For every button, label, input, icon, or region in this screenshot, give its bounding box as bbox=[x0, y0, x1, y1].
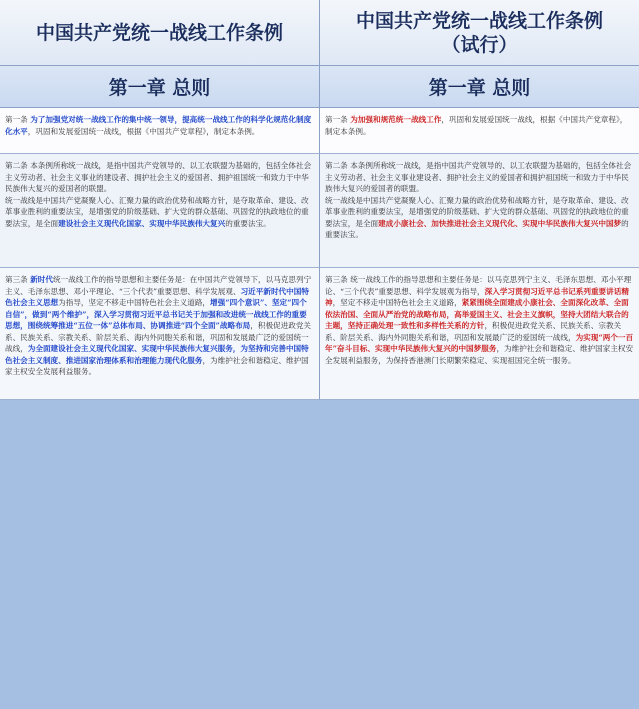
article-text: 统一战线是中国共产党凝聚人心、汇聚力量的政治优势和战略方针，是夺取革命、建设、改革事业胜利的重要法宝，是增强党的阶级基础、扩大党的群众基础、巩固党的执政地位的重要法宝，是全面 bbox=[5, 195, 309, 228]
article-text: 为指导，坚定不移走中国特色社会主义道路， bbox=[58, 298, 211, 307]
article-text: 第二条 本条例所称统一战线，是指中国共产党领导的、以工农联盟为基础的，包括全体社会主义劳动者、社会主义事业建设者、拥护社会主义的爱国者和拥护祖国统一和致力于中华民族伟大复兴的爱国者的联盟。 bbox=[325, 161, 632, 193]
article-text: 统一战线工作的指导思想和主要任务是：在中国共产党领导下，以马克思列宁主义、毛泽东思想、邓小平理论、“三个代表”重要思想、科学发展观、 bbox=[5, 275, 312, 296]
article-3-row bbox=[0, 268, 639, 400]
changed-text-blue: 建设社会主义现代化国家、实现中华民族伟大复兴 bbox=[58, 218, 226, 228]
article-text: ，坚定不移走中国特色社会主义道路， bbox=[332, 298, 462, 307]
changed-text-red: 为实现“两个一百年”奋斗目标、实现中华民族伟大复兴的中国梦服务 bbox=[325, 332, 634, 353]
article-text: ，巩固和发展爱国统一战线，根据《中国共产党章程》，制定本条例。 bbox=[27, 126, 260, 136]
article-text: ，积极促进政党关系、民族关系、宗教关系、阶层关系、海内外同胞关系和谐，巩固和发展最广泛的爱国统一战线， bbox=[325, 321, 622, 342]
left-article-2 bbox=[0, 154, 319, 268]
article-text: ，为维护社会和谐稳定、维护国家主权安全发展利益服务，为保持香港澳门长期繁荣稳定、实现祖国完全统一服务。 bbox=[325, 344, 634, 365]
left-title: 中国共产党统一战线工作条例 bbox=[35, 21, 283, 44]
changed-text-red: 为加强和规范统一战线工作 bbox=[350, 115, 442, 124]
article-text: 第一条 bbox=[325, 115, 351, 124]
right-title: 中国共产党统一战线工作条例 bbox=[355, 9, 603, 32]
title-row bbox=[0, 0, 639, 66]
article-text: ，巩固和发展爱国统一战线，根据《中国共产党章程》，制定本条例。 bbox=[325, 115, 628, 136]
article-text: 统一战线是中国共产党凝聚人心、汇聚力量的政治优势和战略方针，是夺取革命、建设、改革事业胜利的重要法宝，是增强党的阶级基础、扩大党的群众基础、巩固党的执政地位的重要法宝，是全面 bbox=[325, 195, 629, 228]
article-text: 的重要法宝。 bbox=[225, 218, 271, 228]
left-article-3 bbox=[0, 268, 319, 400]
article-text: 第三条 统一战线工作的指导思想和主要任务是：以马克思列宁主义、毛泽东思想、邓小平理论、“三个代表”重要思想、科学发展观为指导， bbox=[325, 275, 632, 296]
right-article-3 bbox=[319, 268, 639, 400]
right-title-cell bbox=[319, 0, 639, 66]
article-text: ，积极促进政党关系、民族关系、宗教关系、阶层关系、海内外同胞关系和谐，巩固和发展最广泛的爱国统一战线， bbox=[5, 321, 312, 353]
article-1-row bbox=[0, 108, 639, 154]
changed-text-red: 建成小康社会、加快推进社会主义现代化、实现中华民族伟大复兴中国梦 bbox=[378, 218, 622, 228]
article-text: 的重要法宝。 bbox=[325, 218, 629, 239]
changed-text-red: 深入学习贯彻习近平总书记系列重要讲话精神 bbox=[325, 286, 629, 307]
chapter-row bbox=[0, 66, 639, 108]
left-article-1 bbox=[0, 108, 319, 154]
changed-text-blue: 为了加强党对统一战线工作的集中统一领导，提高统一战线工作的科学化规范化制度化水平 bbox=[5, 115, 312, 136]
changed-text-red: 紧紧围绕全面建成小康社会、全面深化改革、全面依法治国、全面从严治党的战略布局，高举爱国主义、社会主义旗帜，坚持大团结大联合的主题，坚持正确处理一致性和多样性关系的方针 bbox=[325, 298, 629, 330]
changed-text-blue: 新时代 bbox=[30, 275, 53, 284]
article-text: 第二条 本条例所称统一战线，是指中国共产党领导的、以工农联盟为基础的，包括全体社会主义劳动者、社会主义事业的建设者、拥护社会主义的爱国者、拥护祖国统一和致力于中华民族伟大复兴的爱国者的联盟。 bbox=[5, 161, 312, 193]
changed-text-blue: 增强“四个意识”、坚定“四个自信”，做到“两个维护”，深入学习贯彻习近平总书记关于加强和改进统一战线工作的重要思想，围绕统筹推进“五位一体”总体布局、协调推进“四个全面”战略布局 bbox=[5, 298, 307, 330]
article-text: 第三条 bbox=[5, 275, 31, 284]
article-2-row bbox=[0, 154, 639, 268]
article-text: 第一条 bbox=[5, 115, 31, 124]
left-title-cell bbox=[0, 0, 319, 66]
left-chapter: 第一章 总则 bbox=[0, 66, 319, 108]
right-subtitle: （试行） bbox=[441, 33, 518, 56]
right-article-2 bbox=[319, 154, 639, 268]
article-text: ，为维护社会和谐稳定、维护国家主权安全发展利益服务。 bbox=[5, 355, 309, 376]
changed-text-blue: 为全面建设社会主义现代化国家、实现中华民族伟大复兴服务，为坚持和完善中国特色社会主义制度、推进国家治理体系和治理能力现代化服务 bbox=[5, 344, 309, 365]
changed-text-blue: 习近平新时代中国特色社会主义思想 bbox=[5, 286, 309, 307]
right-article-1 bbox=[319, 108, 639, 154]
right-chapter: 第一章 总则 bbox=[319, 66, 639, 108]
